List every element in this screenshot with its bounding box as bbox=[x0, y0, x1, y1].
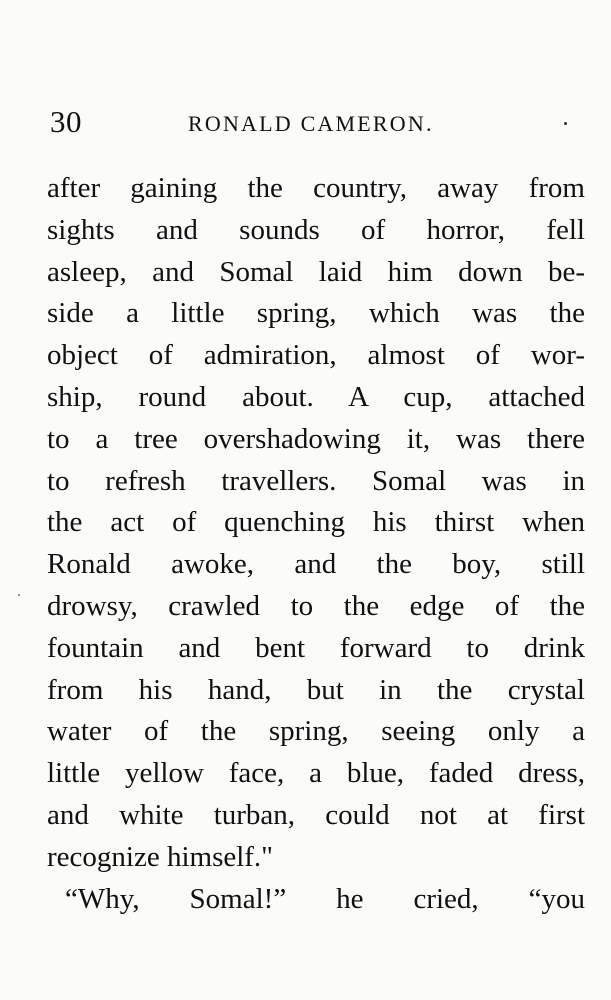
text-line: from his hand, but in the crystal bbox=[47, 673, 585, 706]
text-line: water of the spring, seeing only a bbox=[47, 715, 585, 748]
text-line: after gaining the country, away from bbox=[47, 172, 585, 204]
text-line: and white turban, could not at first bbox=[47, 798, 585, 831]
page-header bbox=[50, 104, 580, 140]
text-line: Ronald awoke, and the boy, still bbox=[47, 548, 585, 581]
ink-speck bbox=[564, 122, 567, 125]
text-line: little yellow face, a blue, faded dress, bbox=[47, 757, 585, 790]
text-line: to a tree overshadowing it, was there bbox=[47, 422, 585, 455]
text-line: sights and sounds of horror, fell bbox=[47, 213, 585, 246]
text-line: “Why, Somal!” he cried, “you bbox=[65, 882, 585, 915]
text-line: fountain and bent forward to drink bbox=[47, 631, 585, 664]
text-line: object of admiration, almost of wor- bbox=[47, 339, 585, 372]
ink-speck bbox=[18, 594, 20, 596]
text-line: the act of quenching his thirst when bbox=[47, 506, 585, 539]
text-line: drowsy, crawled to the edge of the bbox=[47, 589, 585, 622]
text-line: to refresh travellers. Somal was in bbox=[47, 464, 585, 497]
text-line: recognize himself." bbox=[47, 840, 274, 873]
text-line: ship, round about. A cup, attached bbox=[47, 380, 585, 413]
page-number: 30 bbox=[50, 104, 82, 139]
running-title: RONALD CAMERON. bbox=[188, 111, 434, 136]
text-line: side a little spring, which was the bbox=[47, 297, 585, 330]
body-text bbox=[47, 168, 585, 920]
text-line: asleep, and Somal laid him down be- bbox=[47, 255, 585, 288]
